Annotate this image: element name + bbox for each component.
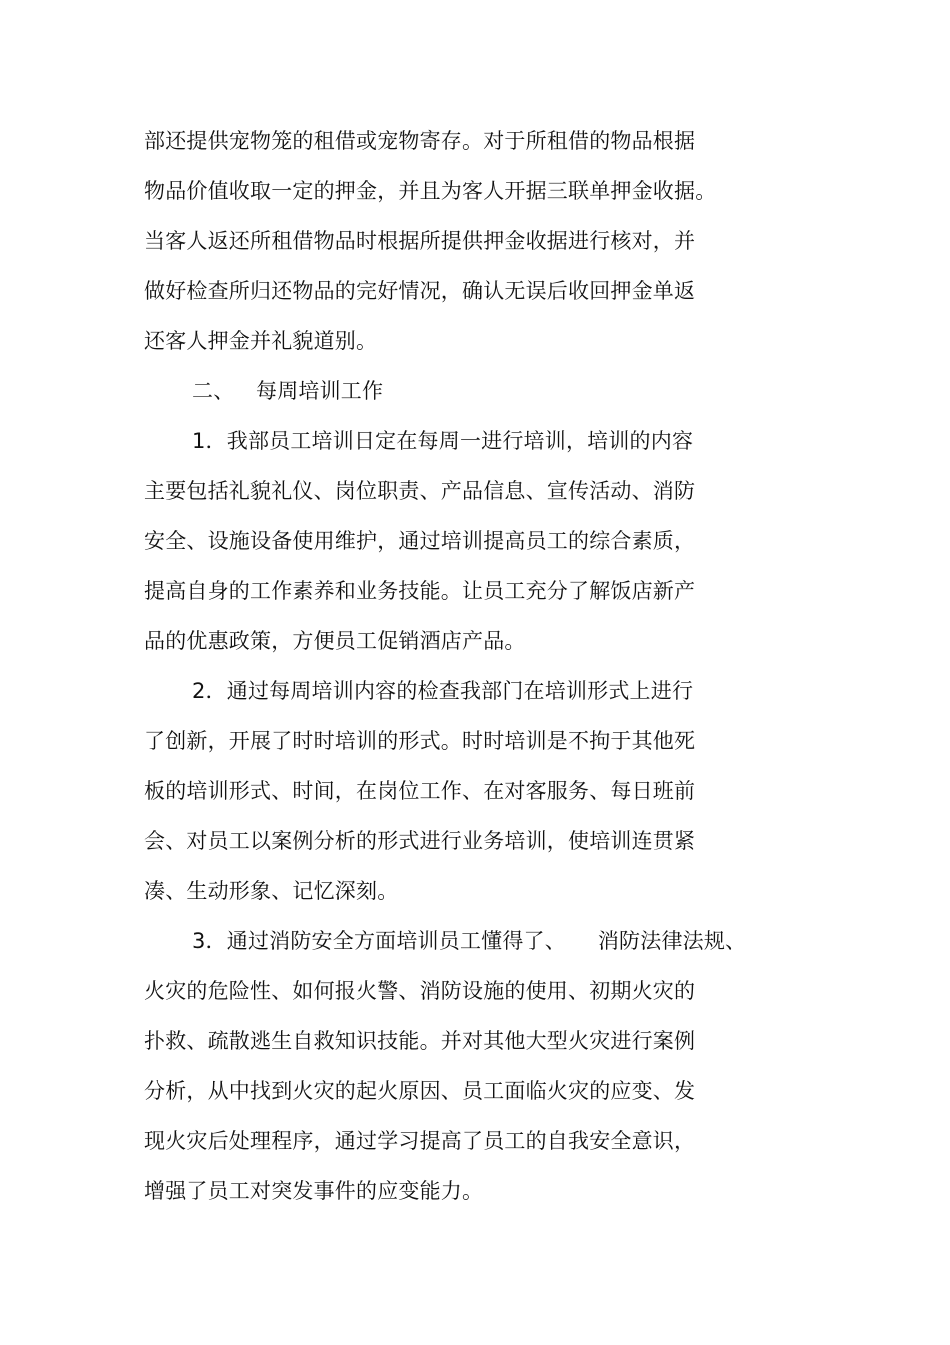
paragraph-line: 板的培训形式、时间，在岗位工作、在对客服务、每日班前 xyxy=(144,779,696,803)
paragraph-line: 安全、设施设备使用维护，通过培训提高员工的综合素质， xyxy=(144,529,696,553)
paragraph-line: 提高自身的工作素养和业务技能。让员工充分了解饭店新产 xyxy=(144,579,696,603)
section-heading-title: 每周培训工作 xyxy=(256,379,384,403)
paragraph-line: 物品价值收取一定的押金，并且为客人开据三联单押金收据。 xyxy=(144,179,717,203)
paragraph-line: 火灾的危险性、如何报火警、消防设施的使用、初期火灾的 xyxy=(144,979,696,1003)
section-heading-number: 二、 xyxy=(192,379,235,403)
paragraph-line: 会、对员工以案例分析的形式进行业务培训，使培训连贯紧 xyxy=(144,829,696,853)
paragraph-line: 现火灾后处理程序，通过学习提高了员工的自我安全意识， xyxy=(144,1129,696,1153)
paragraph-line: 分析，从中找到火灾的起火原因、员工面临火灾的应变、发 xyxy=(144,1079,696,1103)
paragraph-line: 了创新，开展了时时培训的形式。时时培训是不拘于其他死 xyxy=(144,729,696,753)
paragraph-line: 做好检查所归还物品的完好情况，确认无误后收回押金单返 xyxy=(144,279,696,303)
paragraph-line: 当客人返还所租借物品时根据所提供押金收据进行核对，并 xyxy=(144,229,696,253)
paragraph-line: 1．我部员工培训日定在每周一进行培训，培训的内容 xyxy=(192,429,694,453)
paragraph-line: 2．通过每周培训内容的检查我部门在培训形式上进行 xyxy=(192,679,694,703)
paragraph-line: 部还提供宠物笼的租借或宠物寄存。对于所租借的物品根据 xyxy=(144,129,696,153)
paragraph-line: 品的优惠政策，方便员工促销酒店产品。 xyxy=(144,629,526,653)
paragraph-line: 增强了员工对突发事件的应变能力。 xyxy=(144,1179,484,1203)
paragraph-line: 主要包括礼貌礼仪、岗位职责、产品信息、宣传活动、消防 xyxy=(144,479,696,503)
paragraph-line: 凑、生动形象、记忆深刻。 xyxy=(144,879,399,903)
paragraph-line: 还客人押金并礼貌道别。 xyxy=(144,329,378,353)
paragraph-line: 3．通过消防安全方面培训员工懂得了、 消防法律法规、 xyxy=(192,929,747,953)
paragraph-line: 扑救、疏散逃生自救知识技能。并对其他大型火灾进行案例 xyxy=(144,1029,696,1053)
